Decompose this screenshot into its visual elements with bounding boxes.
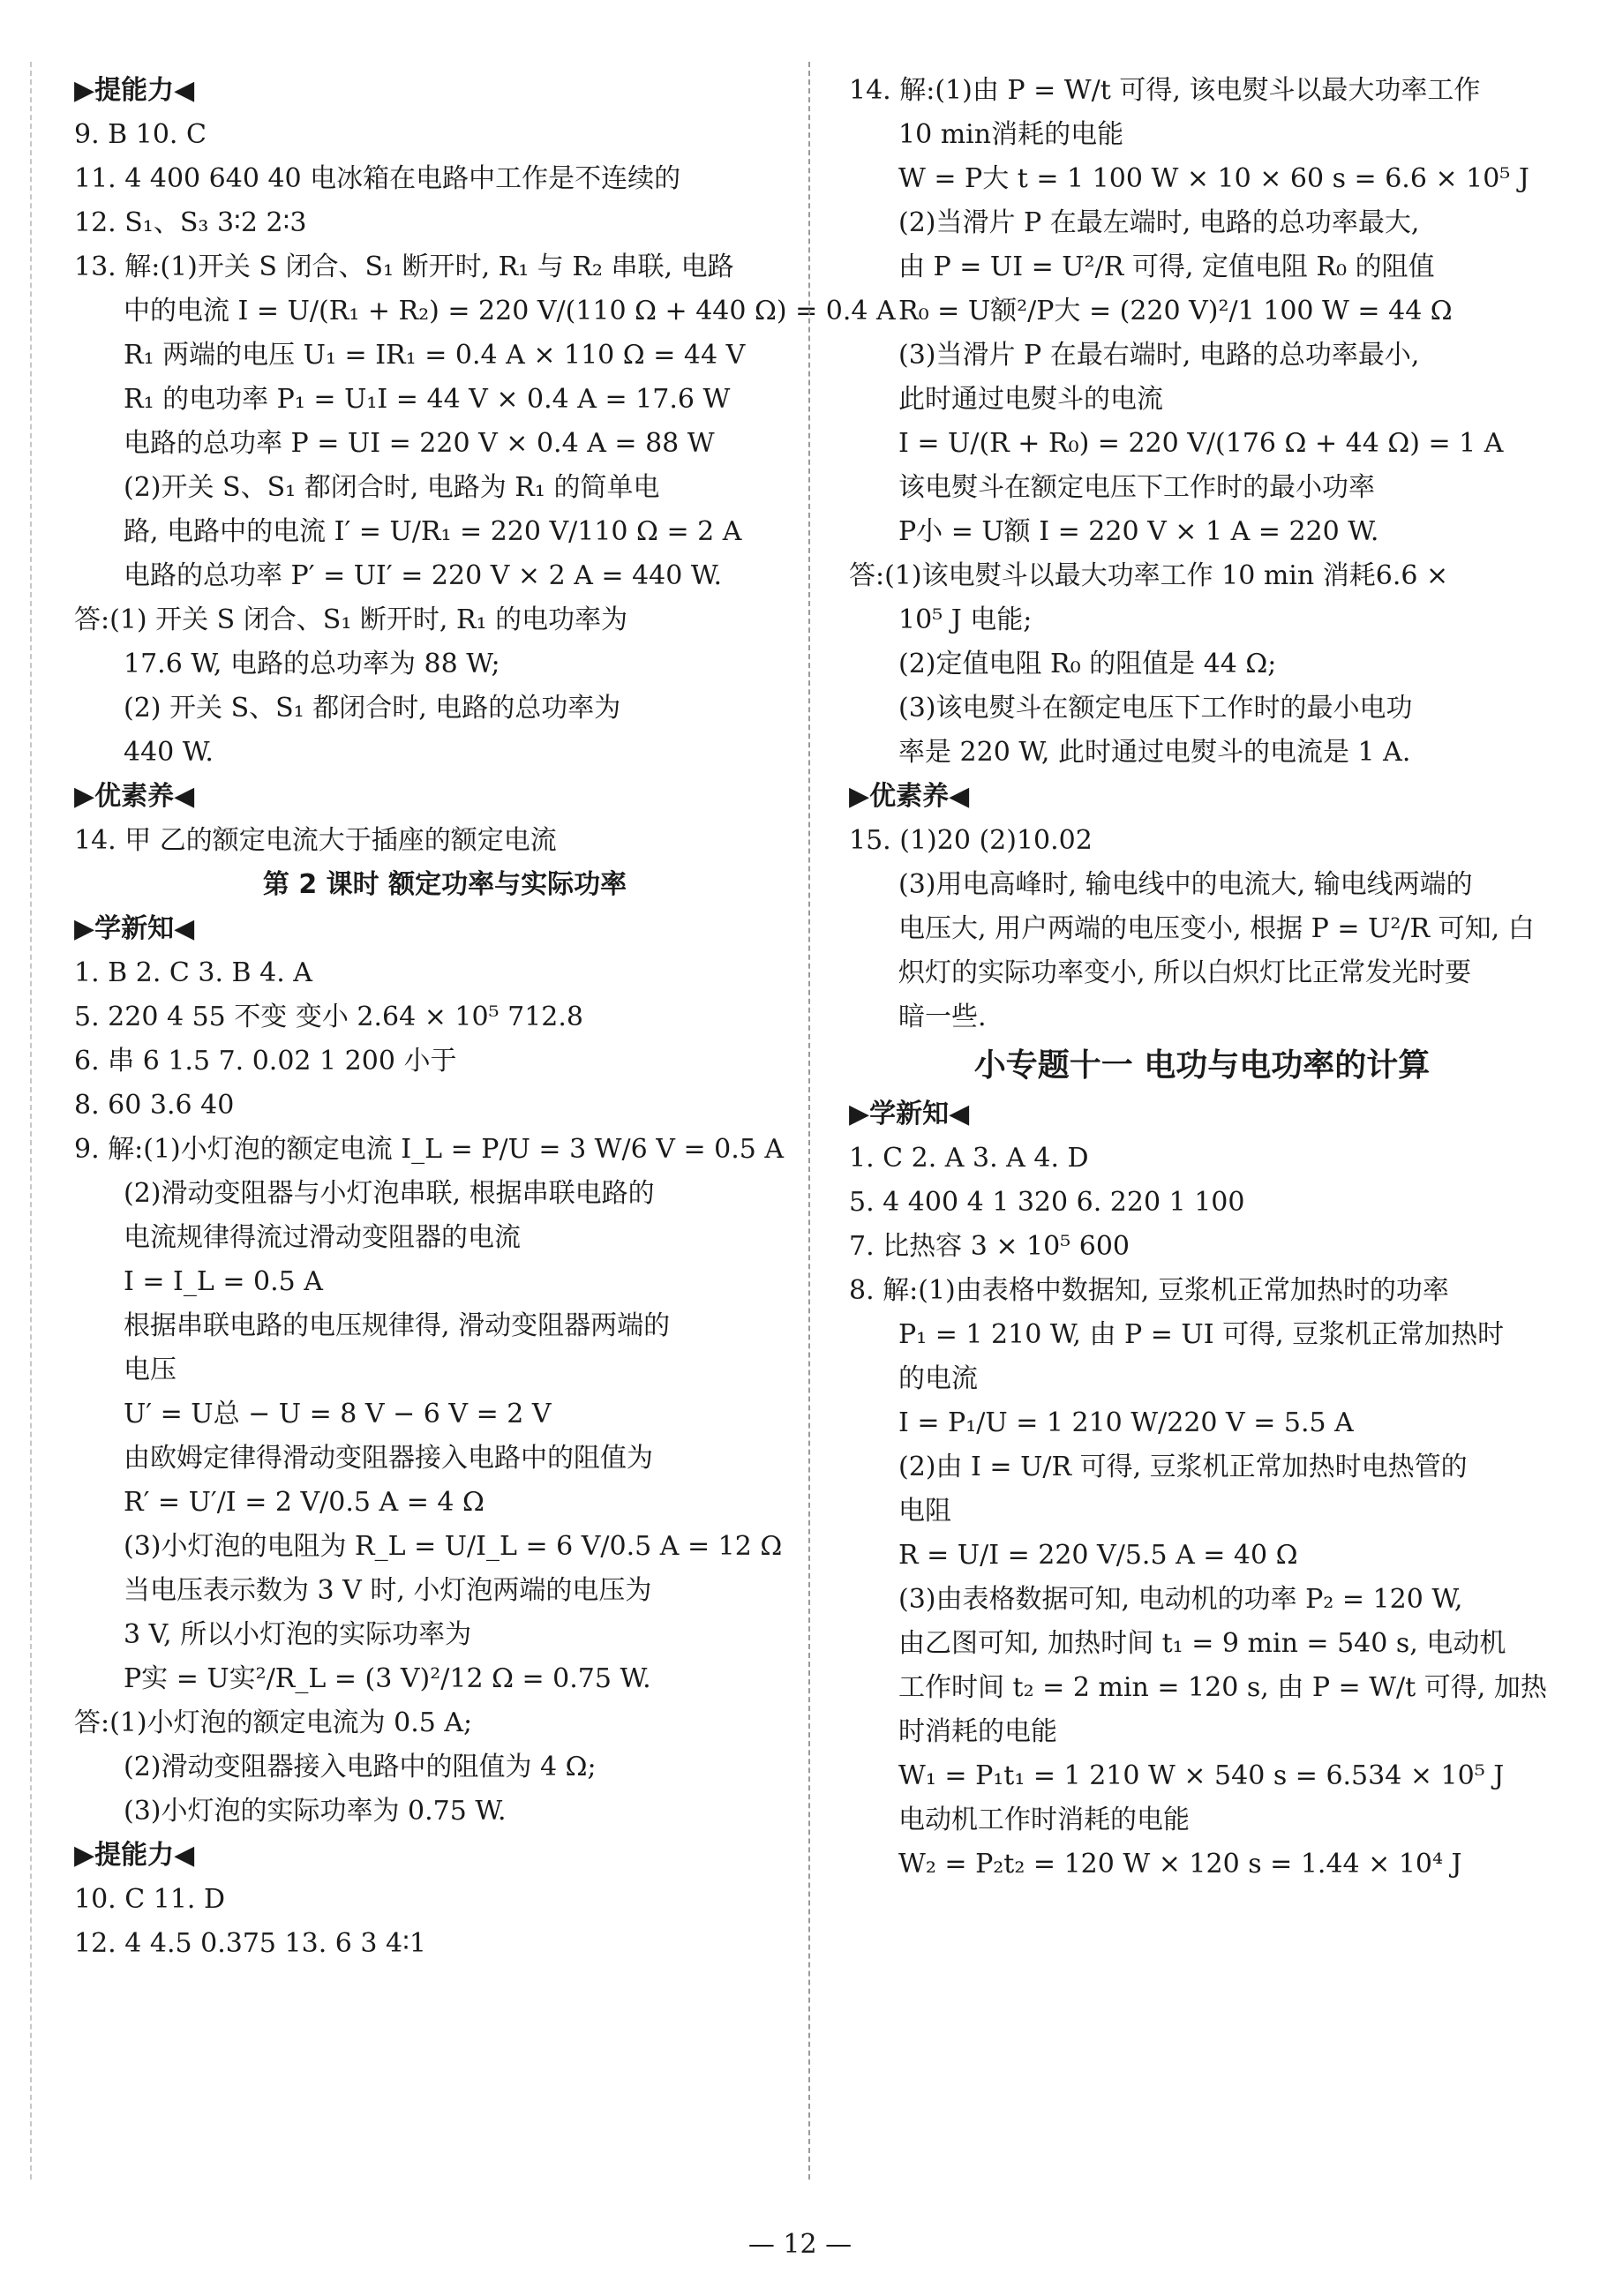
answer-line: 5. 220 4 55 不变 变小 2.64 × 10⁵ 712.8 [74,1002,583,1032]
answer-line: I = I_L = 0.5 A [124,1266,323,1297]
answer-line: 此时通过电熨斗的电流 [898,384,1163,415]
answer-line: (3)该电熨斗在额定电压下工作时的最小电功 [898,693,1413,724]
answer-line: 8. 解:(1)由表格中数据知, 豆浆机正常加热时的功率 [849,1275,1449,1306]
answer-line: (2)当滑片 P 在最左端时, 电路的总功率最大, [898,207,1420,238]
answer-line: 暗一些. [898,1002,987,1032]
answer-line: 10⁵ J 电能; [898,604,1033,635]
answer-line: P₁ = 1 210 W, 由 P = UI 可得, 豆浆机正常加热时 [898,1319,1505,1350]
answer-line: 10 min消耗的电能 [898,119,1124,150]
answer-line: I = P₁/U = 1 210 W/220 V = 5.5 A [898,1407,1354,1438]
right-column [849,69,1555,1887]
section-heading: ▶提能力◀ [74,75,195,106]
answer-line: 时消耗的电能 [898,1716,1057,1747]
answer-line: (2) 开关 S、S₁ 都闭合时, 电路的总功率为 [124,693,621,724]
answer-line: 该电熨斗在额定电压下工作时的最小功率 [898,472,1375,503]
answer-line: (2)定值电阻 R₀ 的阻值是 44 Ω; [898,649,1277,679]
section-heading: ▶优素养◀ [849,781,970,812]
answer-line: 由欧姆定律得滑动变阻器接入电路中的阻值为 [124,1443,653,1474]
answer-line: P小 = U额 I = 220 V × 1 A = 220 W. [898,516,1379,547]
answer-line: (2)开关 S、S₁ 都闭合时, 电路为 R₁ 的简单电 [124,472,660,503]
answer-line: 14. 解:(1)由 P = W/t 可得, 该电熨斗以最大功率工作 [849,75,1481,106]
answer-line: 中的电流 I = U/(R₁ + R₂) = 220 V/(110 Ω + 440 Ω) = 0.4 A [124,296,896,326]
answer-line: 由乙图可知, 加热时间 t₁ = 9 min = 540 s, 电动机 [898,1628,1506,1659]
answer-line: (2)滑动变阻器接入电路中的阻值为 4 Ω; [124,1752,597,1782]
topic-title: 小专题十一 电功与电功率的计算 [973,1047,1431,1084]
answer-line: R₀ = U额²/P大 = (220 V)²/1 100 W = 44 Ω [898,296,1453,326]
answer-line: 电压 [124,1354,177,1385]
answer-line: 根据串联电路的电压规律得, 滑动变阻器两端的 [124,1310,671,1341]
lesson-title: 第 2 课时 额定功率与实际功率 [262,869,627,900]
answer-line: 12. S₁、S₃ 3∶2 2∶3 [74,207,307,238]
answer-line: 9. 解:(1)小灯泡的额定电流 I_L = P/U = 3 W/6 V = 0.5 A [74,1134,785,1165]
answer-line: 3 V, 所以小灯泡的实际功率为 [124,1619,472,1650]
section-heading: ▶提能力◀ [74,1840,195,1871]
answer-line: 路, 电路中的电流 I′ = U/R₁ = 220 V/110 Ω = 2 A [124,516,742,547]
answer-line: 电动机工作时消耗的电能 [898,1805,1190,1835]
answer-line: 8. 60 3.6 40 [74,1090,235,1121]
answer-line: (2)由 I = U/R 可得, 豆浆机正常加热时电热管的 [898,1452,1468,1482]
answer-line: (3)小灯泡的实际功率为 0.75 W. [124,1796,507,1827]
answer-line: W₂ = P₂t₂ = 120 W × 120 s = 1.44 × 10⁴ J [898,1849,1462,1880]
answer-line: W₁ = P₁t₁ = 1 210 W × 540 s = 6.534 × 10⁵ J [898,1760,1505,1791]
answer-line: R₁ 两端的电压 U₁ = IR₁ = 0.4 A × 110 Ω = 44 V [124,340,746,371]
column-divider [808,62,810,2180]
binding-edge-line [30,62,32,2180]
answer-line: (3)当滑片 P 在最右端时, 电路的总功率最小, [898,340,1420,371]
section-heading: ▶学新知◀ [74,913,195,944]
answer-line: R′ = U′/I = 2 V/0.5 A = 4 Ω [124,1487,485,1518]
section-heading: ▶优素养◀ [74,781,195,812]
answer-line: (3)由表格数据可知, 电动机的功率 P₂ = 120 W, [898,1584,1463,1615]
answer-line: (3)用电高峰时, 输电线中的电流大, 输电线两端的 [898,869,1473,900]
answer-line: 答:(1) 开关 S 闭合、S₁ 断开时, R₁ 的电功率为 [74,604,628,635]
answer-line: 的电流 [898,1363,978,1394]
answer-line: 1. C 2. A 3. A 4. D [849,1143,1089,1174]
answer-line: P实 = U实²/R_L = (3 V)²/12 Ω = 0.75 W. [124,1663,651,1694]
answer-line: 13. 解:(1)开关 S 闭合、S₁ 断开时, R₁ 与 R₂ 串联, 电路 [74,251,734,282]
answer-line: 440 W. [124,737,214,768]
answer-line: 5. 4 400 4 1 320 6. 220 1 100 [849,1187,1245,1218]
answer-line: 14. 甲 乙的额定电流大于插座的额定电流 [74,825,557,856]
answer-line: 当电压表示数为 3 V 时, 小灯泡两端的电压为 [124,1575,652,1606]
section-heading: ▶学新知◀ [849,1099,970,1129]
answer-line: 答:(1)该电熨斗以最大功率工作 10 min 消耗6.6 × [849,560,1449,591]
answer-line: 电压大, 用户两端的电压变小, 根据 P = U²/R 可知, 白 [898,913,1535,944]
answer-line: 电路的总功率 P = UI = 220 V × 0.4 A = 88 W [124,428,715,459]
answer-line: 电流规律得流过滑动变阻器的电流 [124,1222,521,1253]
answer-line: 12. 4 4.5 0.375 13. 6 3 4∶1 [74,1928,427,1959]
answer-line: 7. 比热容 3 × 10⁵ 600 [849,1231,1130,1262]
answer-line: 9. B 10. C [74,119,207,150]
answer-line: 电阻 [898,1496,951,1527]
answer-line: I = U/(R + R₀) = 220 V/(176 Ω + 44 Ω) = 1 A [898,428,1504,459]
answer-line: 炽灯的实际功率变小, 所以白炽灯比正常发光时要 [898,957,1472,988]
answer-line: 工作时间 t₂ = 2 min = 120 s, 由 P = W/t 可得, 加热 [898,1672,1547,1703]
answer-line: 6. 串 6 1.5 7. 0.02 1 200 小于 [74,1046,457,1077]
answer-line: R = U/I = 220 V/5.5 A = 40 Ω [898,1540,1298,1571]
page-number: — 12 — [747,2229,853,2260]
answer-line: (3)小灯泡的电阻为 R_L = U/I_L = 6 V/0.5 A = 12 Ω [124,1531,783,1562]
answer-line: (2)滑动变阻器与小灯泡串联, 根据串联电路的 [124,1178,655,1209]
answer-line: 答:(1)小灯泡的额定电流为 0.5 A; [74,1707,473,1738]
answer-line: W = P大 t = 1 100 W × 10 × 60 s = 6.6 × 10⁵ J [898,163,1529,194]
answer-line: U′ = U总 − U = 8 V − 6 V = 2 V [124,1399,552,1429]
answer-line: 率是 220 W, 此时通过电熨斗的电流是 1 A. [898,737,1411,768]
answer-line: 11. 4 400 640 40 电冰箱在电路中工作是不连续的 [74,163,681,194]
answer-line: 由 P = UI = U²/R 可得, 定值电阻 R₀ 的阻值 [898,251,1435,282]
answer-line: 10. C 11. D [74,1884,226,1915]
answer-line: 15. (1)20 (2)10.02 [849,825,1093,856]
answer-line: R₁ 的电功率 P₁ = U₁I = 44 V × 0.4 A = 17.6 W [124,384,731,415]
left-column [74,69,896,1966]
answer-line: 电路的总功率 P′ = UI′ = 220 V × 2 A = 440 W. [124,560,722,591]
answer-line: 1. B 2. C 3. B 4. A [74,957,312,988]
answer-line: 17.6 W, 电路的总功率为 88 W; [124,649,500,679]
